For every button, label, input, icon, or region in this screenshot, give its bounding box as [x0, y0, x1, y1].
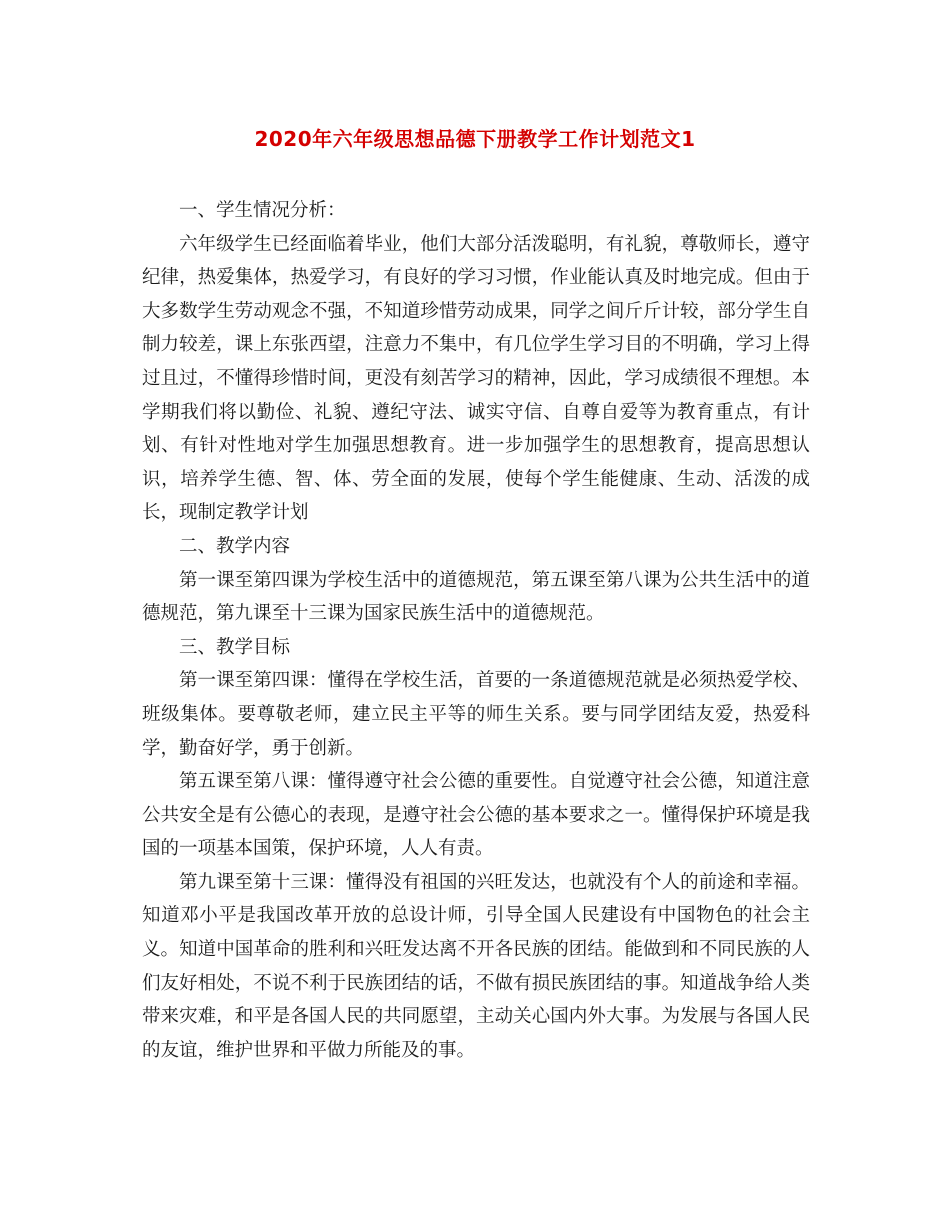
paragraph-goals-lessons-1-4: 第一课至第四课：懂得在学校生活，首要的一条道德规范就是必须热爱学校、班级集体。要尊敬老师，建立民主平等的师生关系。要与同学团结友爱，热爱科学，勤奋好学，勇于创新。 [142, 670, 810, 759]
paragraph-goals-lessons-9-13: 第九课至第十三课：懂得没有祖国的兴旺发达，也就没有个人的前途和幸福。知道邓小平是我国改革开放的总设计师，引导全国人民建设有中国物色的社会主义。知道中国革命的胜利和兴旺发达离不开各民族的团结。能做到和不同民族的人们友好相处，不说不利于民族团结的话，不做有损民族团结的事。知道战争给人类带来灾难，和平是各国人民的共同愿望，主动关心国内外大事。为发展与各国人民的友谊，维护世界和平做力所能及的事。 [142, 871, 810, 1061]
paragraph-goals-lessons-5-8: 第五课至第八课：懂得遵守社会公德的重要性。自觉遵守社会公德，知道注意公共安全是有公德心的表现，是遵守社会公德的基本要求之一。懂得保护环境是我国的一项基本国策，保护环境，人人有责。 [142, 771, 810, 860]
paragraph-student-analysis: 六年级学生已经面临着毕业，他们大部分活泼聪明，有礼貌，尊敬师长，遵守纪律，热爱集体，热爱学习，有良好的学习习惯，作业能认真及时地完成。但由于大多数学生劳动观念不强，不知道珍惜劳动成果，同学之间斤斤计较，部分学生自制力较差，课上东张西望，注意力不集中，有几位学生学习目的不明确，学习上得过且过，不懂得珍惜时间，更没有刻苦学习的精神，因此，学习成绩很不理想。本学期我们将以勤俭、礼貌、遵纪守法、诚实守信、自尊自爱等为教育重点，有计划、有针对性地对学生加强思想教育。进一步加强学生的思想教育，提高思想认识，培养学生德、智、体、劳全面的发展，使每个学生能健康、生动、活泼的成长，现制定教学计划 [142, 233, 810, 524]
section-heading-teaching-goals: 三、教学目标 [179, 636, 291, 658]
document-body [142, 194, 810, 1067]
section-heading-teaching-content: 二、教学内容 [179, 535, 291, 557]
section-heading-student-analysis: 一、学生情况分析： [179, 200, 346, 221]
document-title: 2020年六年级思想品德下册教学工作计划范文1 [254, 127, 696, 151]
paragraph-teaching-content: 第一课至第四课为学校生活中的道德规范，第五课至第八课为公共生活中的道德规范，第九课至十三课为国家民族生活中的道德规范。 [142, 569, 810, 625]
